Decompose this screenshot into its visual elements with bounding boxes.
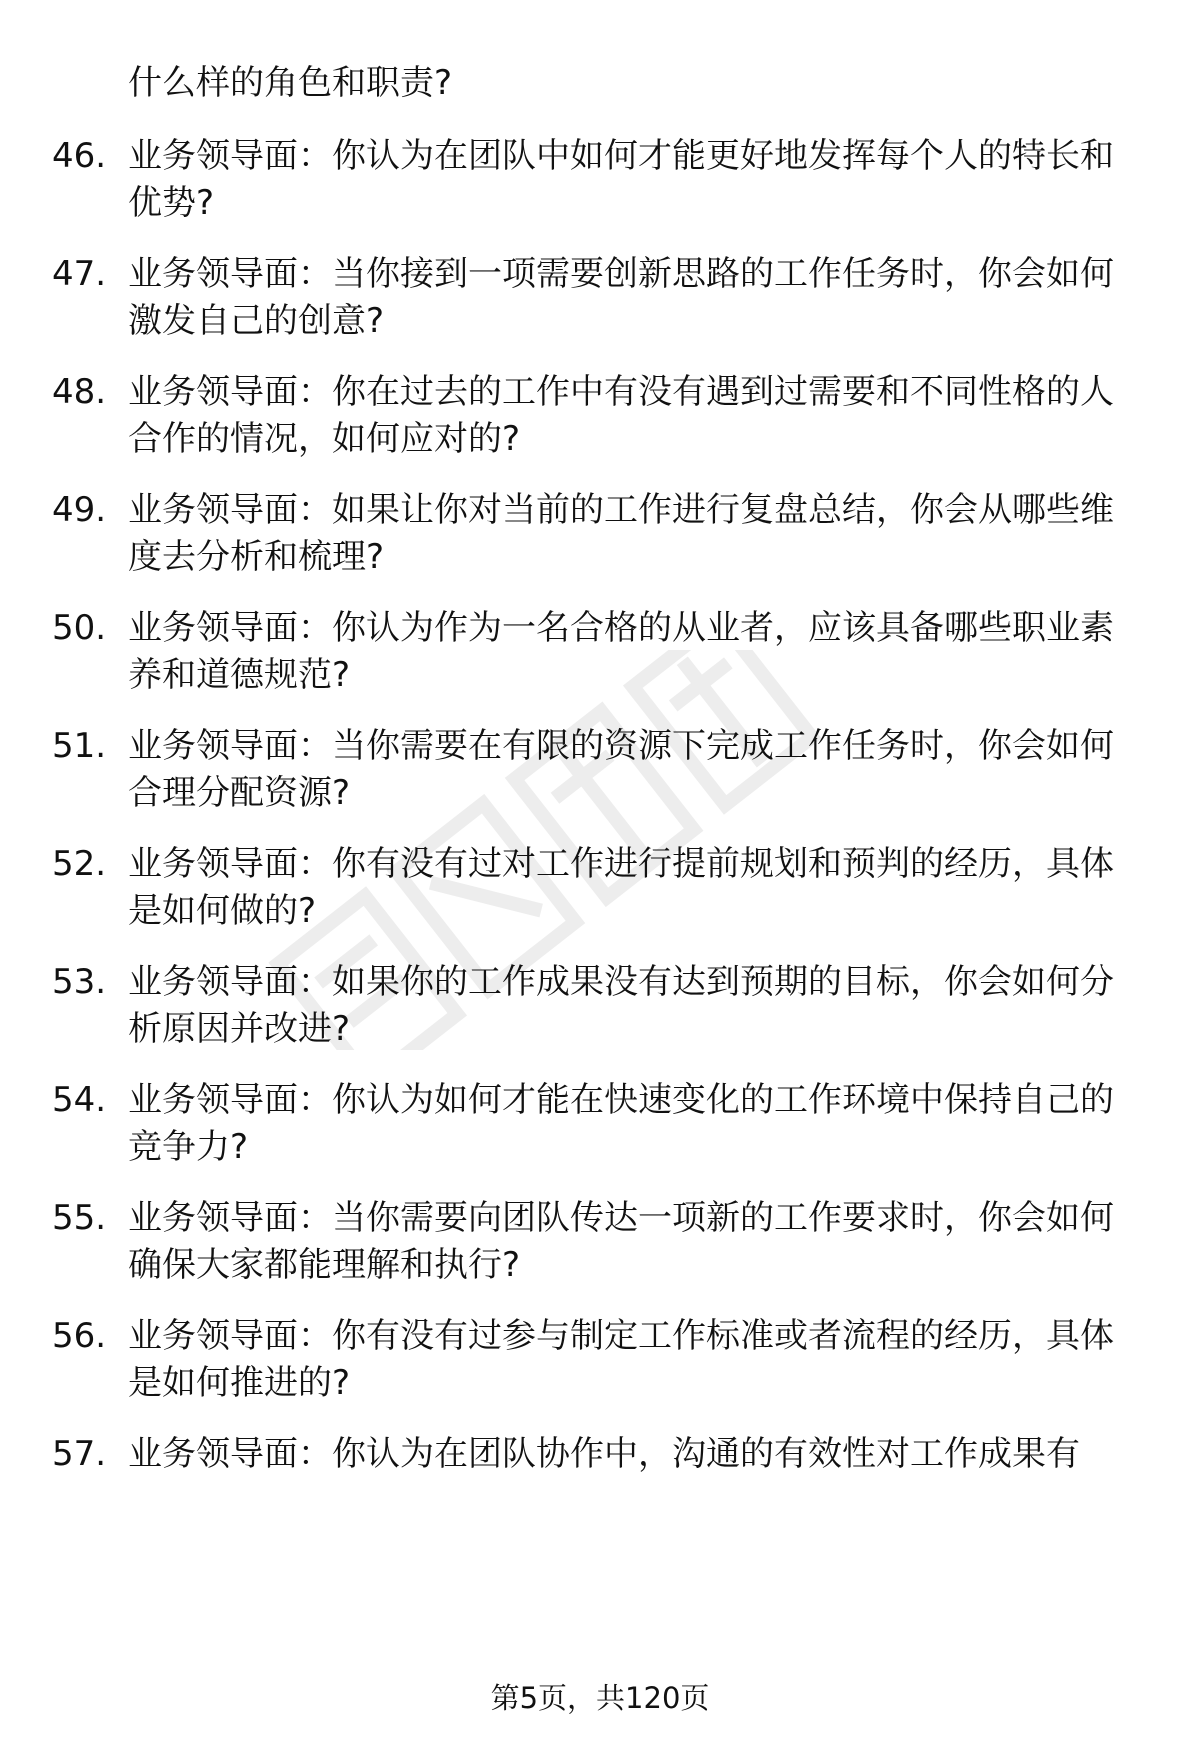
list-item xyxy=(52,959,1138,1053)
item-text: 业务领导面：如果你的工作成果没有达到预期的目标，你会如何分析原因并改进? xyxy=(128,962,1114,1049)
list-item xyxy=(52,723,1138,817)
item-number: 53. xyxy=(52,962,107,1002)
item-number: 47. xyxy=(52,254,107,294)
item-text: 业务领导面：你有没有过对工作进行提前规划和预判的经历，具体是如何做的? xyxy=(128,844,1114,931)
item-number: 55. xyxy=(52,1198,107,1238)
item-text: 业务领导面：当你需要向团队传达一项新的工作要求时，你会如何确保大家都能理解和执行? xyxy=(128,1198,1114,1285)
item-text: 业务领导面：你有没有过参与制定工作标准或者流程的经历，具体是如何推进的? xyxy=(128,1316,1114,1403)
list-item xyxy=(52,487,1138,581)
list-item xyxy=(52,1077,1138,1171)
list-item xyxy=(52,605,1138,699)
list-item xyxy=(52,1313,1138,1407)
item-number: 49. xyxy=(52,490,107,530)
item-number: 57. xyxy=(52,1434,107,1474)
item-number: 56. xyxy=(52,1316,107,1356)
item-text: 业务领导面：你认为作为一名合格的从业者，应该具备哪些职业素养和道德规范? xyxy=(128,608,1114,695)
item-number: 46. xyxy=(52,136,107,176)
list-item xyxy=(52,1195,1138,1289)
item-text: 业务领导面：你认为如何才能在快速变化的工作环境中保持自己的竞争力? xyxy=(128,1080,1114,1167)
item-text: 业务领导面：当你接到一项需要创新思路的工作任务时，你会如何激发自己的创意? xyxy=(128,254,1114,341)
list-item xyxy=(52,251,1138,345)
list-item xyxy=(52,133,1138,227)
item-number: 51. xyxy=(52,726,107,766)
continuation-text: 什么样的角色和职责? xyxy=(128,63,453,103)
item-number: 54. xyxy=(52,1080,107,1120)
list-item xyxy=(52,841,1138,935)
item-text: 业务领导面：当你需要在有限的资源下完成工作任务时，你会如何合理分配资源? xyxy=(128,726,1114,813)
list-item xyxy=(52,369,1138,463)
item-text: 业务领导面：你认为在团队中如何才能更好地发挥每个人的特长和优势? xyxy=(128,136,1114,223)
item-text: 业务领导面：你在过去的工作中有没有遇到过需要和不同性格的人合作的情况，如何应对的? xyxy=(128,372,1114,459)
item-number: 52. xyxy=(52,844,107,884)
page-footer: 第5页，共120页 xyxy=(490,1681,710,1715)
item-number: 48. xyxy=(52,372,107,412)
item-number: 50. xyxy=(52,608,107,648)
item-text: 业务领导面：你认为在团队协作中，沟通的有效性对工作成果有 xyxy=(128,1434,1080,1474)
list-item xyxy=(52,1431,1138,1478)
item-text: 业务领导面：如果让你对当前的工作进行复盘总结，你会从哪些维度去分析和梳理? xyxy=(128,490,1114,577)
